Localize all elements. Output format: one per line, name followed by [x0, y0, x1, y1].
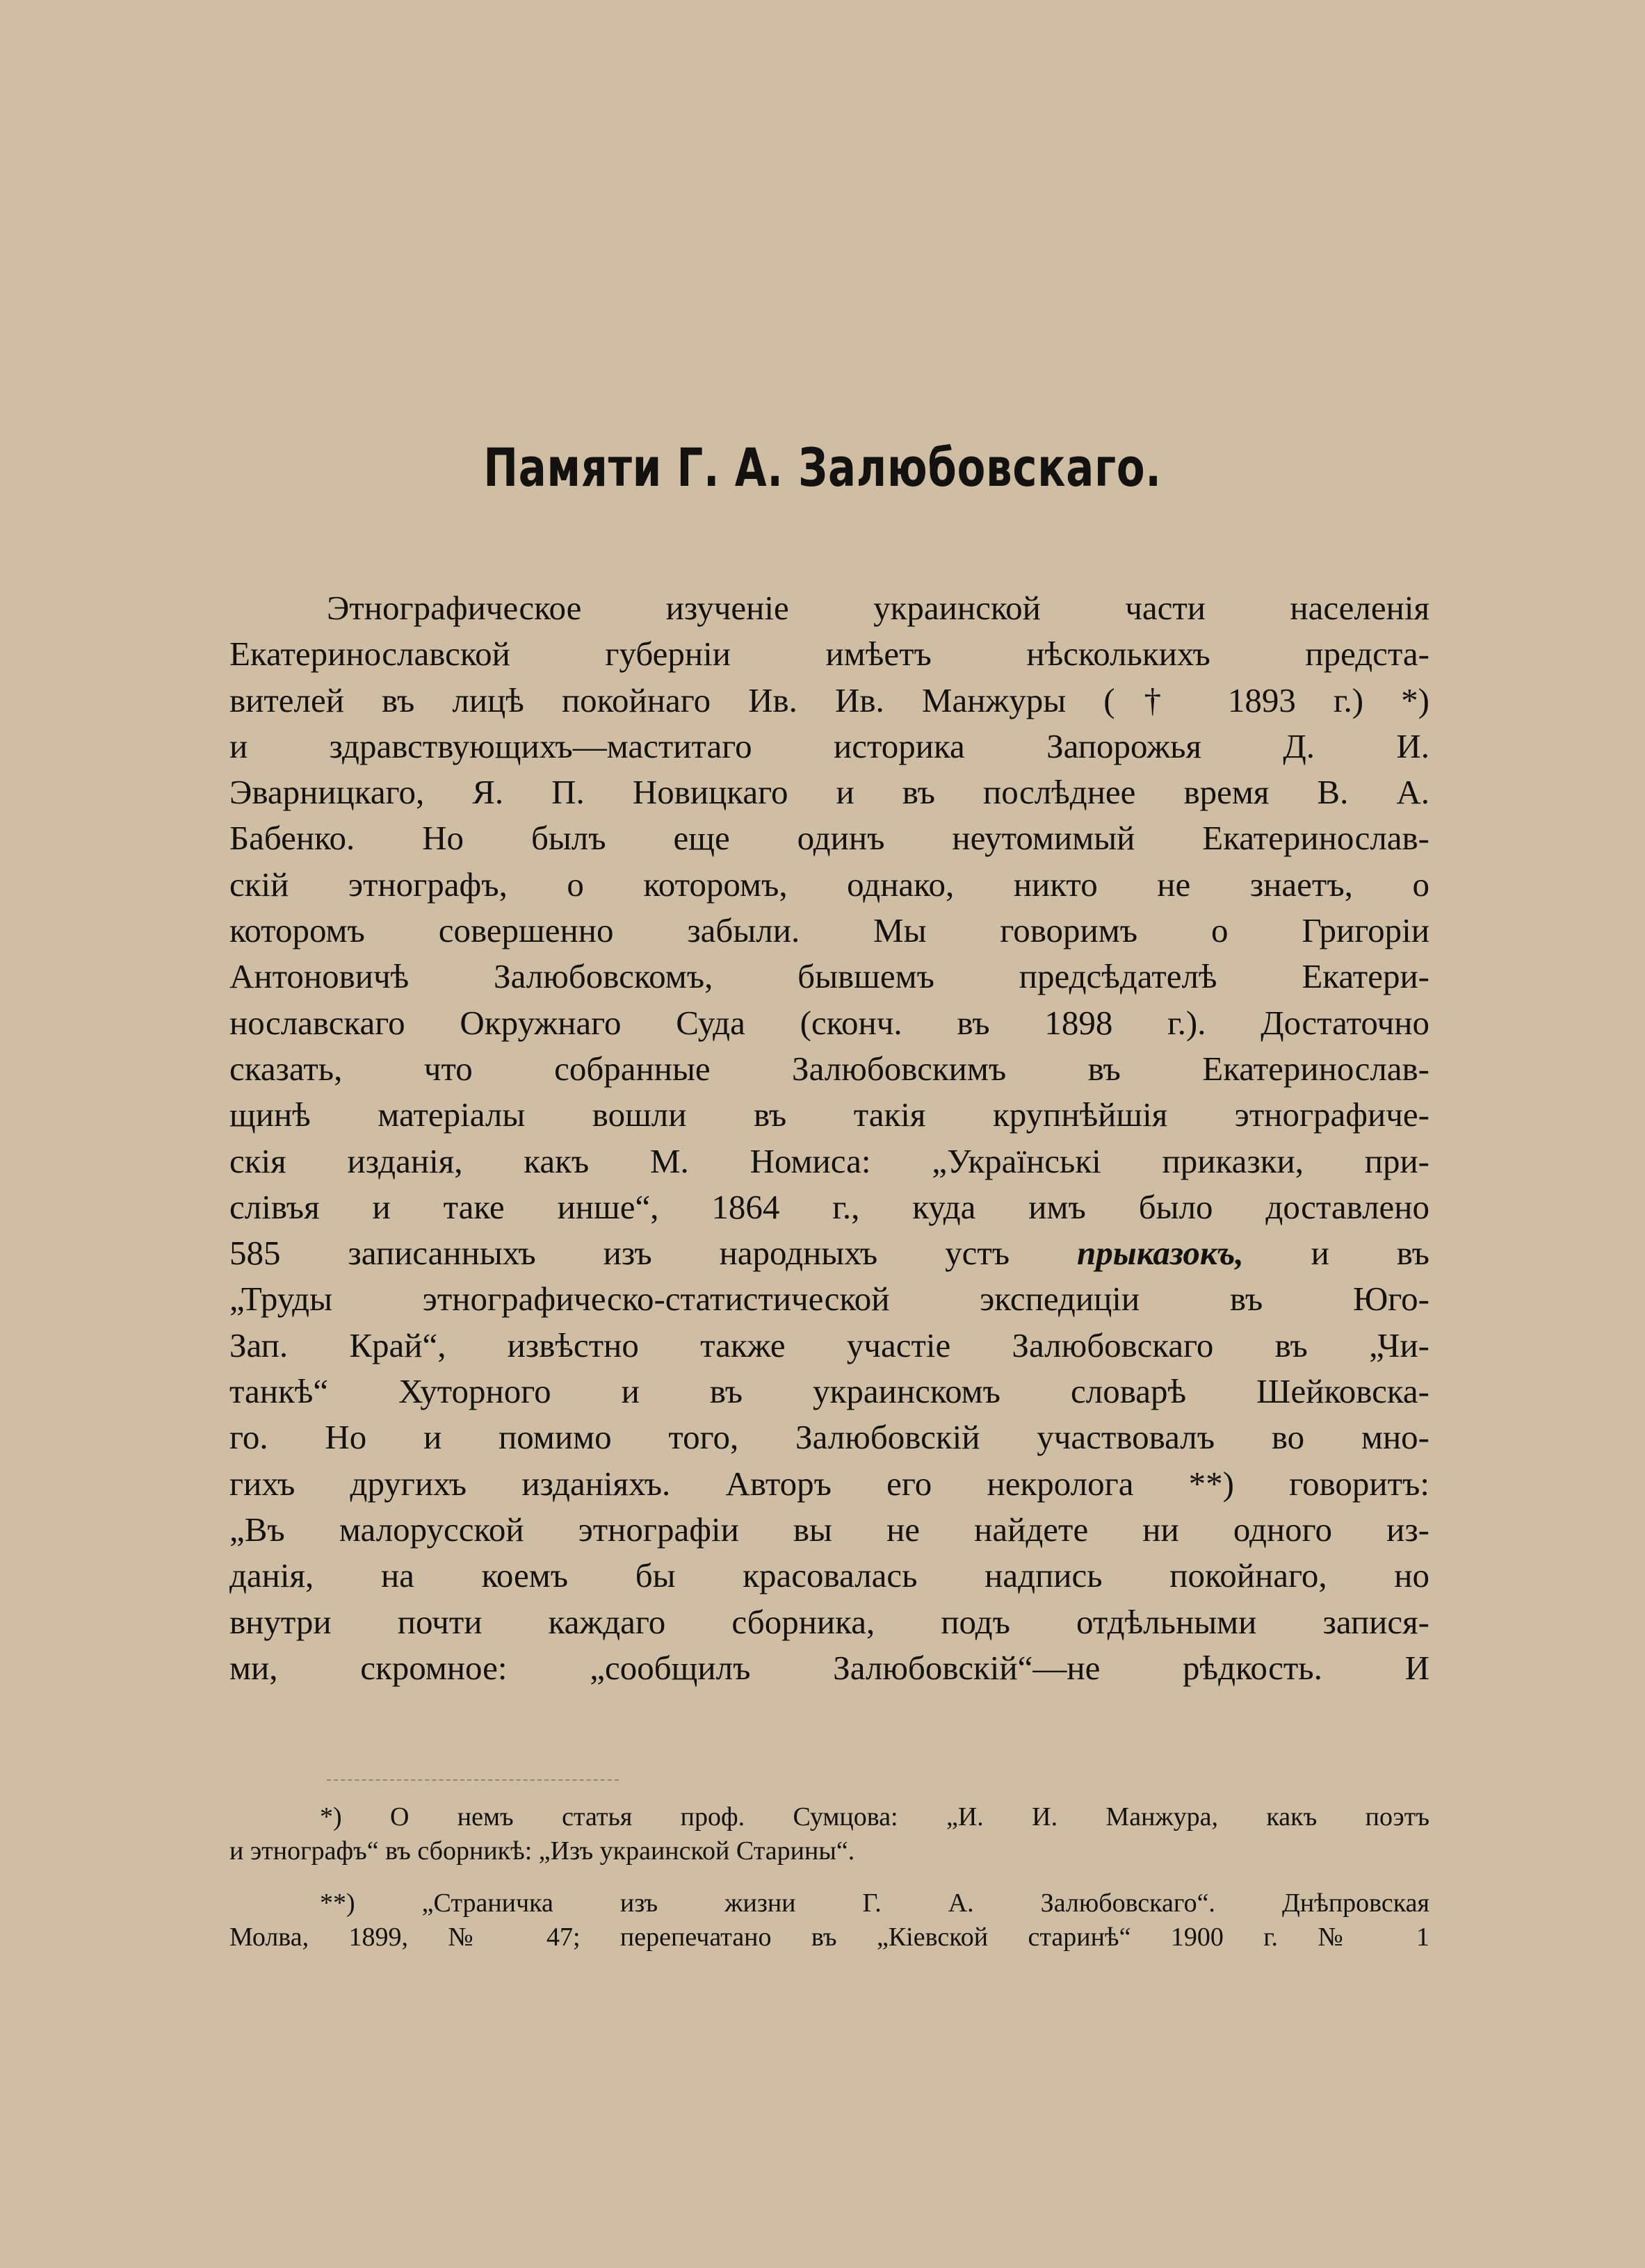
body-line: вителей въ лицѣ покойнаго Ив. Ив. Манжуры († 1893 г.) *)	[229, 680, 1429, 719]
footnote	[229, 1886, 1429, 1955]
body-line: которомъ совершенно забыли. Мы говоримъ о Григоріи	[229, 911, 1429, 950]
footnotes	[229, 1800, 1429, 1955]
body-line: данія, на коемъ бы красовалась надпись покойнаго, но	[229, 1556, 1429, 1595]
footnote-line: Молва, 1899, № 47; перепечатано въ „Кіевской старинѣ“ 1900 г. № 1	[229, 1923, 1429, 1952]
footnote-line: *) О немъ статья проф. Сумцова: „И. И. Манжура, какъ поэтъ	[320, 1802, 1429, 1831]
body-line: скій этнографъ, о которомъ, однако, никто не знаетъ, о	[229, 865, 1429, 904]
footnote-line: и этнографъ“ въ сборникѣ: „Изъ украинской Старины“.	[229, 1836, 855, 1866]
body-line: Зап. Край“, извѣстно также участіе Залюбовскаго въ „Чи-	[229, 1325, 1429, 1364]
body-line: „Въ малорусской этнографіи вы не найдете ни одного из-	[229, 1510, 1429, 1549]
page-title: Памяти Г. А. Залюбовскаго.	[483, 437, 1162, 498]
body-line: ми, скромное: „сообщилъ Залюбовскій“—не рѣдкость. И	[229, 1648, 1429, 1687]
body-line: го. Но и помимо того, Залюбовскій участвовалъ во мно-	[229, 1418, 1429, 1457]
body-line-end: и въ	[1311, 1234, 1429, 1273]
footnote-line: **) „Страничка изъ жизни Г. А. Залюбовскаго“. Днѣпровская	[320, 1888, 1429, 1918]
body-line: скія изданія, какъ М. Номиса: „Українські приказки, при-	[229, 1141, 1429, 1180]
body-line: Эварницкаго, Я. П. Новицкаго и въ послѣднее время В. А.	[229, 773, 1429, 812]
body-paragraph	[229, 585, 1429, 1691]
body-line: сказать, что собранные Залюбовскимъ въ Екатеринослав-	[229, 1049, 1429, 1088]
footnote	[229, 1800, 1429, 1868]
body-line: нославскаго Окружнаго Суда (сконч. въ 1898 г.). Достаточно	[229, 1003, 1429, 1042]
body-line: „Труды этнографическо-статистической экспедиціи въ Юго-	[229, 1280, 1429, 1319]
body-line: Этнографическое изученіе украинской части населенія	[327, 589, 1429, 627]
body-line: Антоновичѣ Залюбовскомъ, бывшемъ предсѣдателѣ Екатери-	[229, 957, 1429, 996]
body-line: слівъя и таке инше“, 1864 г., куда имъ было доставлено	[229, 1187, 1429, 1226]
body-line: щинѣ матеріалы вошли въ такія крупнѣйшія этнографиче-	[229, 1095, 1429, 1134]
body-line: внутри почти каждаго сборника, подъ отдѣльными запися-	[229, 1602, 1429, 1641]
body-line-with-italic	[229, 1230, 1429, 1276]
italic-word: прыказокъ,	[1076, 1234, 1244, 1273]
body-line: Екатеринославской губерніи имѣетъ нѣсколькихъ предста-	[229, 635, 1429, 674]
body-line: гихъ другихъ изданіяхъ. Авторъ его некролога **) говоритъ:	[229, 1464, 1429, 1503]
body-line: и здравствующихъ—маститаго историка Запорожья Д. И.	[229, 726, 1429, 765]
footnote-divider	[327, 1779, 619, 1781]
body-line-start: 585 записанныхъ изъ народныхъ устъ	[229, 1234, 1010, 1273]
body-line: танкѣ“ Хуторного и въ украинскомъ словарѣ Шейковска-	[229, 1372, 1429, 1411]
body-line: Бабенко. Но былъ еще одинъ неутомимый Екатеринослав-	[229, 819, 1429, 858]
